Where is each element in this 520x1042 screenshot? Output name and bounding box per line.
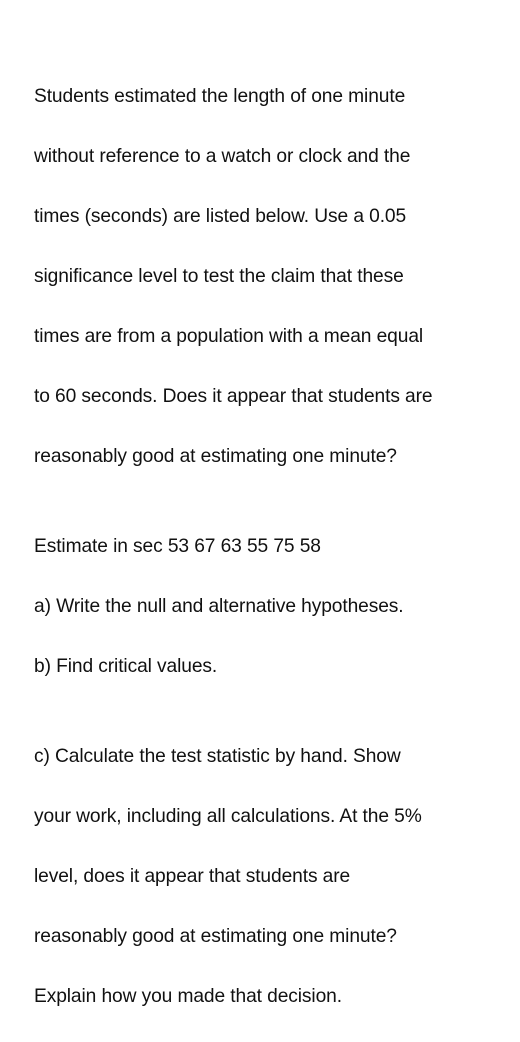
intro-line: to 60 seconds. Does it appear that students are xyxy=(34,386,433,407)
question-a: a) Write the null and alternative hypotheses. xyxy=(34,596,404,617)
spacer xyxy=(34,502,499,532)
question-c-line: c) Calculate the test statistic by hand. Show xyxy=(34,746,401,767)
intro-line: Students estimated the length of one minute xyxy=(34,86,406,107)
data-line: Estimate in sec 53 67 63 55 75 58 xyxy=(34,536,321,557)
question-c-line: reasonably good at estimating one minute? xyxy=(34,926,397,947)
question-b: b) Find critical values. xyxy=(34,656,218,677)
question-c-line: your work, including all calculations. At the 5% xyxy=(34,806,422,827)
question-c-line: Explain how you made that decision. xyxy=(34,986,342,1007)
intro-line: times are from a population with a mean equal xyxy=(34,326,424,347)
intro-line: without reference to a watch or clock and the xyxy=(34,146,411,167)
question-c xyxy=(34,712,499,1042)
question-c-line: level, does it appear that students are xyxy=(34,866,351,887)
intro-line: significance level to test the claim that these xyxy=(34,266,404,287)
intro-line: times (seconds) are listed below. Use a 0.05 xyxy=(34,206,407,227)
spacer xyxy=(34,622,499,652)
intro-paragraph xyxy=(34,52,499,502)
problem-text xyxy=(34,52,499,1042)
spacer xyxy=(34,562,499,592)
intro-line: reasonably good at estimating one minute? xyxy=(34,446,397,467)
spacer xyxy=(34,682,499,712)
